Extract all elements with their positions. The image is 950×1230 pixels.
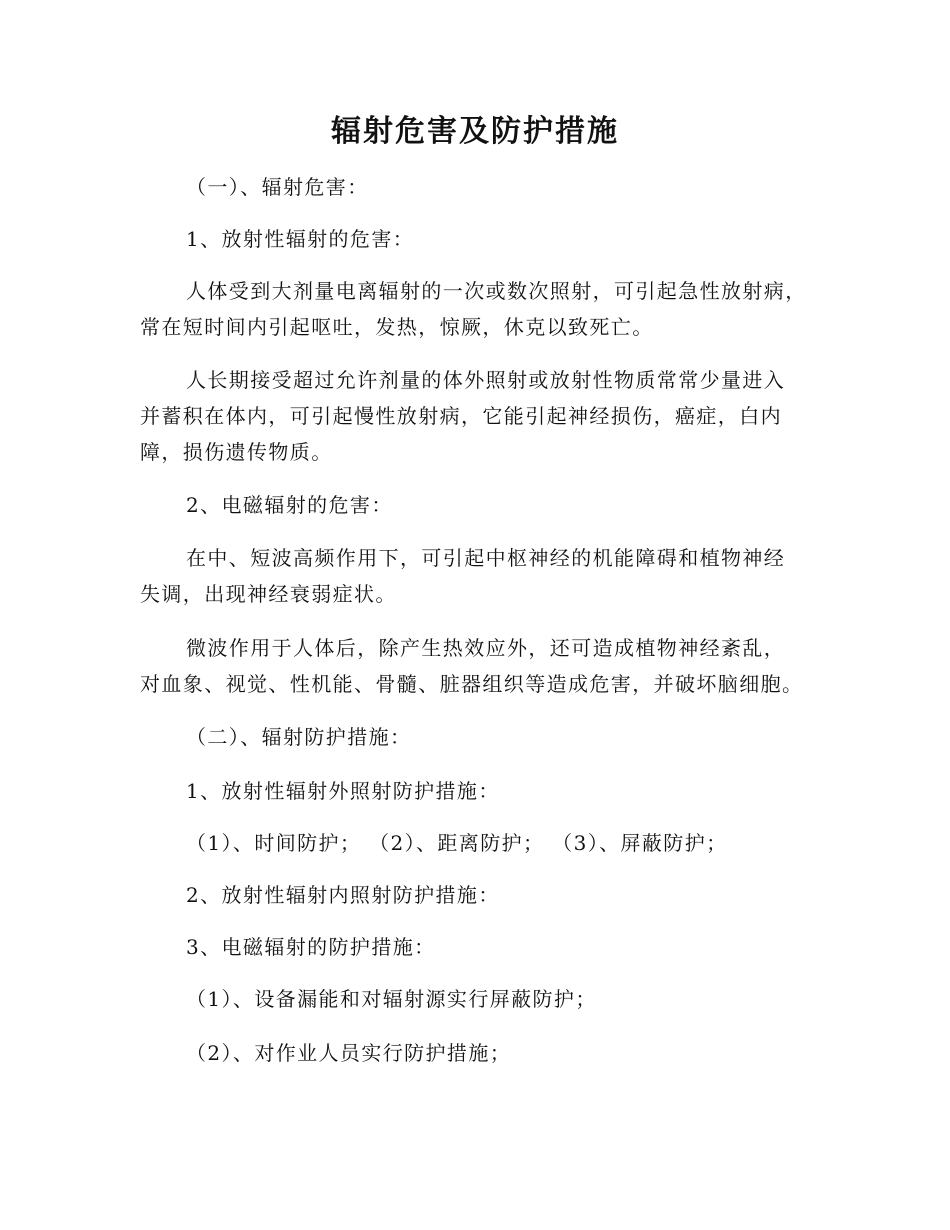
list-item: （1）、设备漏能和对辐射源实行屏蔽防护； xyxy=(186,987,597,1011)
document-title: 辐射危害及防护措施 xyxy=(331,114,619,149)
section-heading-hazards: （一）、辐射危害： xyxy=(186,175,369,199)
list-item: （2）、对作业人员实行防护措施； xyxy=(186,1041,512,1065)
paragraph-line: 常在短时间内引起呕吐，发热，惊厥，休克以致死亡。 xyxy=(140,315,654,339)
subsection-heading-electromagnetic-protection: 3、电磁辐射的防护措施： xyxy=(186,935,436,959)
subsection-heading-external-protection: 1、放射性辐射外照射防护措施： xyxy=(186,779,500,803)
paragraph-line: 对血象、视觉、性机能、骨髓、脏器组织等造成危害，并破坏脑细胞。 xyxy=(140,672,804,696)
subsection-heading-radioactive-hazards: 1、放射性辐射的危害： xyxy=(186,227,415,251)
paragraph-line: 人长期接受超过允许剂量的体外照射或放射性物质常常少量进入 xyxy=(186,368,786,392)
paragraph-line: 失调，出现神经衰弱症状。 xyxy=(140,582,397,606)
paragraph-line: 并蓄积在体内，可引起慢性放射病，它能引起神经损伤，癌症，白内 xyxy=(140,404,782,428)
subsection-heading-electromagnetic-hazards: 2、电磁辐射的危害： xyxy=(186,493,393,517)
section-heading-protection: （二）、辐射防护措施： xyxy=(186,725,412,749)
paragraph-line: 人体受到大剂量电离辐射的一次或数次照射，可引起急性放射病， xyxy=(186,279,807,303)
subsection-heading-internal-protection: 2、放射性辐射内照射防护措施： xyxy=(186,883,500,907)
paragraph-line: 障，损伤遗传物质。 xyxy=(140,440,333,464)
paragraph-line: 微波作用于人体后，除产生热效应外，还可造成植物神经紊乱， xyxy=(186,636,786,660)
paragraph-line: 在中、短波高频作用下，可引起中枢神经的机能障碍和植物神经 xyxy=(186,546,786,570)
list-item: （1）、时间防护； （2）、距离防护； （3）、屏蔽防护； xyxy=(186,831,728,855)
